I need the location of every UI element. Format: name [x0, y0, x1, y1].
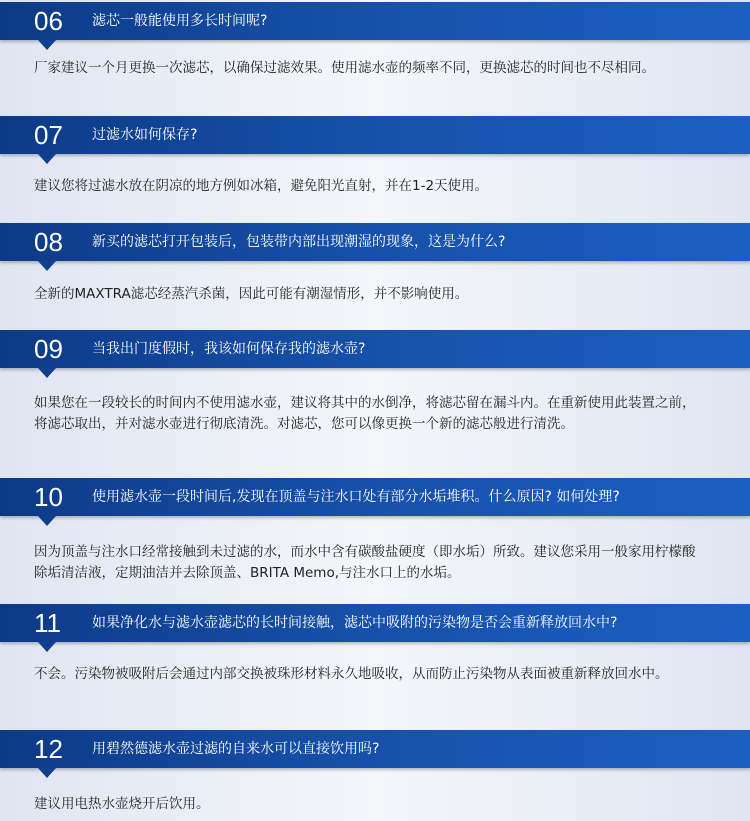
question-bar [0, 478, 750, 516]
answer-text: 因为顶盖与注水口经常接触到未过滤的水，而水中含有碳酸盐硬度（即水垢）所致。建议您采用一般家用柠檬酸除垢清洁液，定期油洁并去除顶盖、BRITA Memo,与注水口上的水垢。 [34, 544, 696, 581]
question-text: 过滤水如何保存? [92, 127, 198, 143]
question-number: 08 [34, 227, 63, 257]
answer-text: 不会。污染物被吸附后会通过内部交换被珠形材料永久地吸收，从而防止污染物从表面被重新释放回水中。 [34, 666, 669, 682]
question-bar [0, 116, 750, 154]
pointer-notch [38, 261, 56, 271]
answer-text: 建议您将过滤水放在阴凉的地方例如冰箱，避免阳光直射，并在1-2天使用。 [34, 178, 489, 194]
question-number: 09 [34, 334, 63, 364]
question-number: 12 [34, 734, 63, 764]
question-text: 用碧然德滤水壶过滤的自来水可以直接饮用吗? [92, 741, 380, 757]
pointer-notch [38, 40, 56, 50]
question-number: 07 [34, 120, 63, 150]
question-text: 如果净化水与滤水壶滤芯的长时间接触，滤芯中吸附的污染物是否会重新释放回水中? [92, 615, 618, 631]
question-bar [0, 330, 750, 368]
question-number: 11 [34, 608, 61, 638]
question-number: 06 [34, 6, 63, 36]
answer-text: 建议用电热水壶烧开后饮用。 [34, 796, 210, 812]
pointer-notch [38, 642, 56, 652]
question-text: 新买的滤芯打开包装后，包装带内部出现潮湿的现象，这是为什么? [92, 234, 506, 250]
question-text: 滤芯一般能使用多长时间呢? [92, 13, 268, 29]
question-bar [0, 223, 750, 261]
answer-text: 全新的MAXTRA滤芯经蒸汽杀菌，因此可能有潮湿情形，并不影响使用。 [34, 286, 469, 302]
answer-text: 厂家建议一个月更换一次滤芯，以确保过滤效果。使用滤水壶的频率不同，更换滤芯的时间也不尽相同。 [34, 60, 655, 76]
pointer-notch [38, 154, 56, 164]
answer-text: 如果您在一段较长的时间内不使用滤水壶，建议将其中的水倒净，将滤芯留在漏斗内。在重新使用此装置之前，将滤芯取出，并对滤水壶进行彻底清洗。对滤芯，您可以像更换一个新的滤芯般进行清洗。 [34, 395, 696, 432]
pointer-notch [38, 368, 56, 378]
question-text: 当我出门度假时，我该如何保存我的滤水壶? [92, 341, 366, 357]
pointer-notch [38, 516, 56, 526]
question-bar [0, 2, 750, 40]
question-bar [0, 604, 750, 642]
pointer-notch [38, 768, 56, 778]
question-text: 使用滤水壶一段时间后,发现在顶盖与注水口处有部分水垢堆积。什么原因? 如何处理? [92, 489, 620, 505]
question-bar [0, 730, 750, 768]
question-number: 10 [34, 482, 63, 512]
